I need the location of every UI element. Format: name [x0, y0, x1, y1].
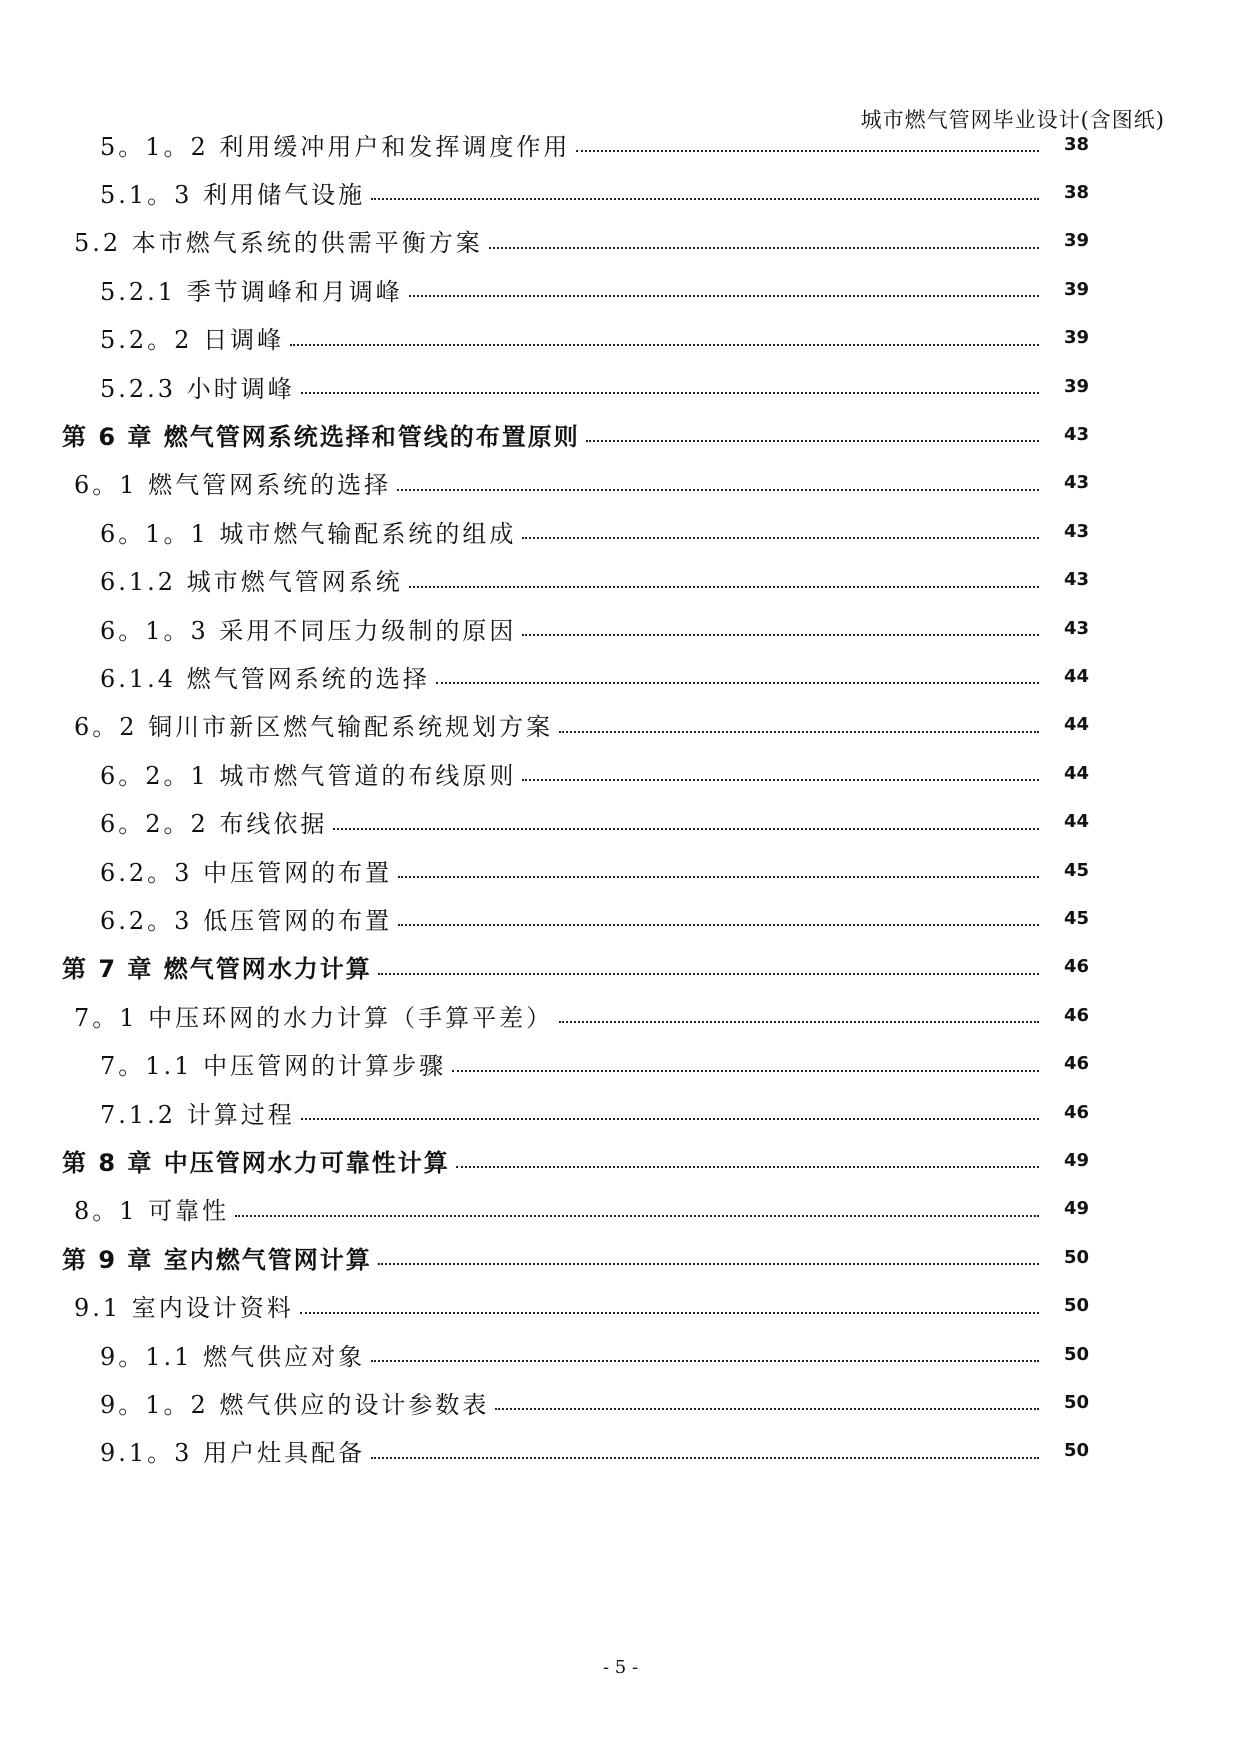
toc-entry-page: 38	[1063, 133, 1089, 155]
toc-entry[interactable]	[0, 1044, 1089, 1084]
toc-entry-title: 7.1.2 计算过程	[100, 1100, 295, 1129]
toc-entry-page: 44	[1063, 714, 1089, 736]
toc-entry-page: 45	[1063, 907, 1089, 929]
toc-dot-leader	[301, 1118, 1039, 1120]
toc-entry-title: 5.2 本市燃气系统的供需平衡方案	[74, 229, 483, 258]
toc-entry-page: 50	[1063, 1246, 1089, 1268]
toc-entry-page: 50	[1063, 1343, 1089, 1365]
toc-dot-leader	[452, 1070, 1039, 1072]
toc-entry-page: 43	[1063, 520, 1089, 542]
toc-entry-title: 6。2。1 城市燃气管道的布线原则	[100, 761, 517, 790]
toc-dot-leader	[378, 1263, 1039, 1265]
toc-entry-title: 6.2。3 中压管网的布置	[100, 858, 393, 887]
page-number: - 5 -	[602, 1657, 639, 1678]
toc-dot-leader	[235, 1215, 1039, 1217]
toc-entry-title: 7。1 中压环网的水力计算（手算平差）	[74, 1003, 554, 1032]
toc-dot-leader	[522, 779, 1039, 781]
toc-entry-page: 38	[1063, 181, 1089, 203]
toc-entry[interactable]	[0, 511, 1089, 551]
toc-entry-title: 6.1.4 燃气管网系统的选择	[100, 664, 430, 693]
toc-dot-leader	[371, 198, 1039, 200]
toc-entry[interactable]	[0, 802, 1089, 842]
toc-dot-leader	[559, 731, 1039, 733]
toc-entry-page: 43	[1063, 569, 1089, 591]
toc-entry-page: 44	[1063, 811, 1089, 833]
toc-entry[interactable]	[0, 221, 1089, 261]
toc-entry-title: 8。1 可靠性	[74, 1197, 230, 1226]
toc-entry-title: 9.1 室内设计资料	[74, 1294, 294, 1323]
toc-entry-title: 7。1.1 中压管网的计算步骤	[100, 1052, 447, 1081]
toc-entry-page: 50	[1063, 1391, 1089, 1413]
toc-entry-title: 5.2.1 季节调峰和月调峰	[100, 277, 403, 306]
toc-entry[interactable]	[0, 414, 1089, 454]
toc-entry[interactable]	[0, 269, 1089, 309]
toc-entry[interactable]	[0, 705, 1089, 745]
toc-entry[interactable]	[0, 850, 1089, 890]
toc-entry[interactable]	[0, 463, 1089, 503]
toc-entry-title: 6。2 铜川市新区燃气输配系统规划方案	[74, 713, 554, 742]
toc-entry[interactable]	[0, 560, 1089, 600]
toc-dot-leader	[456, 1166, 1039, 1168]
toc-entry[interactable]	[0, 1286, 1089, 1326]
toc-dot-leader	[576, 150, 1039, 152]
toc-entry[interactable]	[0, 1140, 1089, 1180]
toc-entry-page: 43	[1063, 472, 1089, 494]
toc-entry[interactable]	[0, 1092, 1089, 1132]
toc-dot-leader	[522, 537, 1039, 539]
toc-dot-leader	[436, 682, 1039, 684]
toc-entry-title: 6.2。3 低压管网的布置	[100, 906, 393, 935]
toc-entry-title: 6。2。2 布线依据	[100, 810, 328, 839]
toc-entry-title: 第 9 章 室内燃气管网计算	[62, 1245, 372, 1274]
toc-entry-title: 第 7 章 燃气管网水力计算	[62, 955, 372, 984]
toc-entry-title: 6。1。1 城市燃气输配系统的组成	[100, 519, 517, 548]
toc-entry-page: 50	[1063, 1295, 1089, 1317]
toc-dot-leader	[559, 1021, 1039, 1023]
toc-entry[interactable]	[0, 947, 1089, 987]
toc-entry-title: 5.2。2 日调峰	[100, 326, 285, 355]
toc-entry-title: 9。1.1 燃气供应对象	[100, 1342, 366, 1371]
toc-entry-page: 44	[1063, 665, 1089, 687]
toc-dot-leader	[290, 344, 1039, 346]
toc-entry-title: 第 8 章 中压管网水力可靠性计算	[62, 1148, 450, 1177]
toc-entry-page: 39	[1063, 278, 1089, 300]
toc-entry[interactable]	[0, 172, 1089, 212]
toc-dot-leader	[371, 1360, 1039, 1362]
toc-entry-page: 43	[1063, 617, 1089, 639]
toc-entry[interactable]	[0, 1237, 1089, 1277]
toc-entry-title: 第 6 章 燃气管网系统选择和管线的布置原则	[62, 422, 580, 451]
running-header: 城市燃气管网毕业设计(含图纸)	[860, 108, 1165, 132]
toc-entry[interactable]	[0, 608, 1089, 648]
toc-entry-page: 39	[1063, 230, 1089, 252]
toc-entry[interactable]	[0, 366, 1089, 406]
toc-entry-page: 43	[1063, 423, 1089, 445]
toc-entry-page: 44	[1063, 762, 1089, 784]
toc-entry-title: 5。1。2 利用缓冲用户和发挥调度作用	[100, 132, 571, 161]
toc-entry[interactable]	[0, 1189, 1089, 1229]
toc-dot-leader	[300, 1312, 1039, 1314]
toc-entry-title: 6。1。3 采用不同压力级制的原因	[100, 616, 517, 645]
toc-dot-leader	[378, 973, 1039, 975]
toc-dot-leader	[371, 1457, 1039, 1459]
toc-entry-page: 39	[1063, 375, 1089, 397]
toc-entry-page: 46	[1063, 1053, 1089, 1075]
toc-entry-page: 46	[1063, 956, 1089, 978]
toc-dot-leader	[397, 489, 1039, 491]
toc-entry[interactable]	[0, 753, 1089, 793]
toc-entry[interactable]	[0, 656, 1089, 696]
toc-entry-page: 49	[1063, 1198, 1089, 1220]
toc-entry[interactable]	[0, 318, 1089, 358]
toc-entry[interactable]	[0, 1334, 1089, 1374]
toc-dot-leader	[409, 295, 1039, 297]
toc-entry-page: 49	[1063, 1149, 1089, 1171]
toc-entry[interactable]	[0, 124, 1089, 164]
toc-dot-leader	[489, 247, 1039, 249]
toc-dot-leader	[333, 828, 1039, 830]
toc-entry-title: 5.2.3 小时调峰	[100, 374, 295, 403]
toc-entry[interactable]	[0, 1431, 1089, 1471]
toc-entry-page: 46	[1063, 1101, 1089, 1123]
toc-dot-leader	[301, 392, 1039, 394]
toc-entry[interactable]	[0, 898, 1089, 938]
toc-entry-title: 9。1。2 燃气供应的设计参数表	[100, 1390, 490, 1419]
toc-dot-leader	[398, 924, 1039, 926]
toc-dot-leader	[398, 876, 1039, 878]
toc-dot-leader	[409, 586, 1039, 588]
toc-entry-title: 6.1.2 城市燃气管网系统	[100, 568, 403, 597]
toc-entry-title: 5.1。3 利用储气设施	[100, 180, 366, 209]
toc-dot-leader	[522, 634, 1039, 636]
toc-entry-title: 6。1 燃气管网系统的选择	[74, 471, 392, 500]
toc-entry-page: 39	[1063, 327, 1089, 349]
toc-entry-page: 46	[1063, 1004, 1089, 1026]
toc-entry-title: 9.1。3 用户灶具配备	[100, 1439, 366, 1468]
toc-entry[interactable]	[0, 995, 1089, 1035]
toc-dot-leader	[586, 440, 1039, 442]
toc-entry[interactable]	[0, 1382, 1089, 1422]
toc-entry-page: 50	[1063, 1440, 1089, 1462]
toc-dot-leader	[495, 1408, 1039, 1410]
toc-entry-page: 45	[1063, 859, 1089, 881]
